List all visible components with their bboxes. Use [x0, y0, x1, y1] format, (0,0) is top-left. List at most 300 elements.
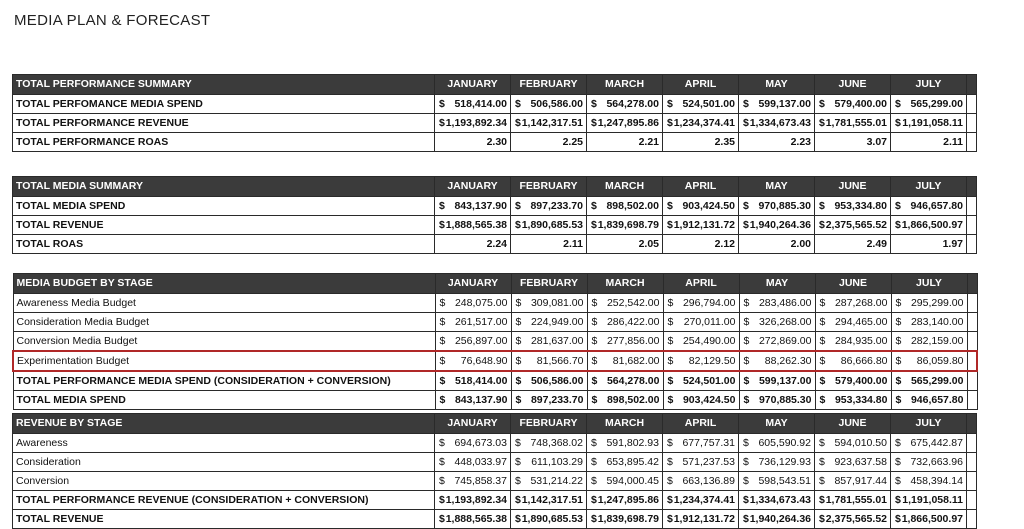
table-row	[13, 133, 977, 152]
cell-value[interactable]	[891, 114, 967, 133]
cell-value[interactable]: 2.49	[815, 235, 891, 254]
month-header-may[interactable]: MAY	[739, 414, 815, 434]
amount: 2,375,565.52	[825, 513, 887, 525]
header-row	[13, 414, 977, 434]
currency-symbol: $	[819, 335, 826, 347]
cell-value[interactable]	[739, 351, 815, 371]
currency-symbol: $	[439, 98, 445, 110]
amount: 277,856.00	[606, 335, 660, 347]
cell-value[interactable]	[587, 371, 663, 391]
currency-symbol: $	[743, 456, 749, 468]
amount: 1,890,685.53	[521, 513, 583, 525]
amount: 611,103.29	[531, 456, 583, 468]
cell-value[interactable]	[739, 453, 815, 472]
month-header-april[interactable]: APRIL	[663, 274, 739, 294]
cell-value[interactable]	[815, 510, 891, 529]
amount: 283,140.00	[910, 316, 964, 328]
amount: 248,075.00	[454, 297, 508, 309]
cell-value[interactable]: 2.00	[739, 235, 815, 254]
cut-off-cell[interactable]	[967, 235, 977, 254]
cell-value[interactable]	[663, 453, 739, 472]
cut-off-cell[interactable]	[967, 491, 977, 510]
cell-value[interactable]	[663, 95, 739, 114]
cell-value[interactable]	[891, 351, 967, 371]
cell-value[interactable]	[891, 453, 967, 472]
currency-symbol: $	[895, 335, 902, 347]
cut-off-cell[interactable]	[967, 133, 977, 152]
currency-symbol: $	[591, 117, 597, 129]
cell-value[interactable]	[511, 332, 587, 352]
cell-value[interactable]	[435, 95, 511, 114]
cell-value[interactable]: 2.25	[511, 133, 587, 152]
cell-value[interactable]: 2.05	[587, 235, 663, 254]
month-header-june[interactable]: JUNE	[815, 274, 891, 294]
cell-value[interactable]	[739, 391, 815, 410]
cell-value[interactable]: 2.35	[663, 133, 739, 152]
amount: 953,334.80	[834, 200, 887, 212]
cell-value[interactable]	[891, 434, 967, 453]
cell-value[interactable]	[739, 216, 815, 235]
cell-value[interactable]	[663, 332, 739, 352]
cell-value[interactable]	[663, 371, 739, 391]
month-header-january[interactable]: JANUARY	[435, 414, 511, 434]
month-header-march[interactable]: MARCH	[587, 75, 663, 95]
cut-off-cell[interactable]	[967, 472, 977, 491]
cell-value[interactable]	[739, 434, 815, 453]
amount: 518,414.00	[454, 98, 507, 110]
cell-value[interactable]	[587, 491, 663, 510]
amount: 1,142,317.51	[521, 117, 583, 129]
amount: 284,935.00	[834, 335, 888, 347]
month-header-january[interactable]: JANUARY	[435, 75, 511, 95]
month-header-march[interactable]: MARCH	[587, 274, 663, 294]
cell-value[interactable]	[739, 472, 815, 491]
amount: 1,193,892.34	[445, 494, 507, 506]
row-label[interactable]: TOTAL PERFOMANCE MEDIA SPEND	[13, 95, 435, 114]
cell-value[interactable]	[815, 114, 891, 133]
amount: 843,137.90	[454, 394, 508, 406]
cell-value[interactable]	[891, 313, 967, 332]
cell-value[interactable]	[891, 216, 967, 235]
cell-value[interactable]	[815, 434, 891, 453]
currency-symbol: $	[667, 475, 673, 487]
cell-value[interactable]	[511, 351, 587, 371]
row-label[interactable]: Awareness Media Budget	[13, 294, 435, 313]
currency-symbol: $	[515, 394, 522, 406]
cell-value[interactable]: 1.97	[891, 235, 967, 254]
cell-value[interactable]	[435, 216, 511, 235]
row-label[interactable]: TOTAL PERFORMANCE ROAS	[13, 133, 435, 152]
month-header-february[interactable]: FEBRUARY	[511, 414, 587, 434]
row-label[interactable]: Awareness	[13, 434, 435, 453]
cell-value[interactable]	[815, 216, 891, 235]
amount: 296,794.00	[682, 297, 736, 309]
amount: 605,590.92	[758, 437, 811, 449]
cell-value[interactable]	[739, 95, 815, 114]
currency-symbol: $	[895, 475, 901, 487]
cell-value[interactable]	[511, 313, 587, 332]
cell-value[interactable]	[435, 391, 511, 410]
cell-value[interactable]	[511, 434, 587, 453]
cell-value[interactable]	[663, 313, 739, 332]
cut-off-cell[interactable]	[967, 510, 977, 529]
cell-value[interactable]	[891, 332, 967, 352]
cell-value[interactable]	[587, 294, 663, 313]
table-row	[13, 332, 977, 352]
cell-value[interactable]	[663, 434, 739, 453]
amount: 282,159.00	[910, 335, 964, 347]
cell-value[interactable]	[587, 434, 663, 453]
currency-symbol: $	[743, 200, 749, 212]
cell-value[interactable]	[891, 294, 967, 313]
cell-value[interactable]	[435, 294, 511, 313]
cell-value[interactable]	[435, 197, 511, 216]
amount: 898,502.00	[606, 200, 659, 212]
amount: 88,262.30	[764, 355, 812, 367]
cell-value[interactable]	[739, 197, 815, 216]
amount: 599,137.00	[758, 98, 811, 110]
cut-off-column-header[interactable]	[967, 274, 977, 294]
currency-symbol: $	[667, 437, 673, 449]
month-header-july[interactable]: JULY	[891, 177, 967, 197]
cell-value[interactable]: 2.30	[435, 133, 511, 152]
month-header-january[interactable]: JANUARY	[435, 274, 511, 294]
amount: 565,299.00	[910, 375, 964, 387]
currency-symbol: $	[895, 200, 901, 212]
currency-symbol: $	[743, 513, 749, 525]
currency-symbol: $	[667, 355, 674, 367]
month-header-january[interactable]: JANUARY	[435, 177, 511, 197]
currency-symbol: $	[515, 117, 521, 129]
header-row	[13, 75, 977, 95]
amount: 1,234,374.41	[673, 494, 735, 506]
amount: 295,299.00	[910, 297, 964, 309]
cell-value[interactable]	[435, 371, 511, 391]
amount: 81,682.00	[612, 355, 660, 367]
amount: 252,542.00	[606, 297, 660, 309]
amount: 309,081.00	[530, 297, 584, 309]
cell-value[interactable]	[435, 491, 511, 510]
cut-off-cell[interactable]	[967, 332, 977, 352]
cell-value[interactable]	[663, 294, 739, 313]
cut-off-column-header[interactable]	[967, 75, 977, 95]
cell-value[interactable]	[587, 510, 663, 529]
cell-value[interactable]	[891, 491, 967, 510]
currency-symbol: $	[667, 117, 673, 129]
month-header-april[interactable]: APRIL	[663, 414, 739, 434]
amount: 261,517.00	[454, 316, 508, 328]
table-row	[13, 453, 977, 472]
row-label[interactable]: Conversion Media Budget	[13, 332, 435, 352]
cell-value[interactable]	[511, 391, 587, 410]
cell-value[interactable]	[435, 313, 511, 332]
currency-symbol: $	[591, 437, 597, 449]
cell-value[interactable]	[511, 472, 587, 491]
cell-value[interactable]	[891, 95, 967, 114]
cell-value[interactable]	[815, 491, 891, 510]
cut-off-cell[interactable]	[967, 453, 977, 472]
section-title[interactable]: MEDIA BUDGET BY STAGE	[13, 274, 435, 294]
amount: 326,268.00	[758, 316, 812, 328]
cell-value[interactable]	[815, 95, 891, 114]
total-media-summary-table	[12, 176, 977, 254]
cell-value[interactable]	[663, 391, 739, 410]
cell-value[interactable]: 2.12	[663, 235, 739, 254]
currency-symbol: $	[819, 456, 825, 468]
row-label[interactable]: TOTAL PERFORMANCE REVENUE	[13, 114, 435, 133]
cell-value[interactable]	[587, 216, 663, 235]
cell-value[interactable]: 2.21	[587, 133, 663, 152]
amount: 1,940,264.36	[749, 513, 811, 525]
cell-value[interactable]	[815, 371, 891, 391]
row-label[interactable]: TOTAL MEDIA SPEND	[13, 197, 435, 216]
amount: 272,869.00	[758, 335, 812, 347]
currency-symbol: $	[743, 437, 749, 449]
cell-value[interactable]	[815, 313, 891, 332]
amount: 81,566.70	[536, 355, 584, 367]
month-header-february[interactable]: FEBRUARY	[511, 75, 587, 95]
currency-symbol: $	[591, 297, 598, 309]
amount: 506,586.00	[530, 98, 583, 110]
cell-value[interactable]	[511, 510, 587, 529]
row-label[interactable]: TOTAL PERFORMANCE MEDIA SPEND (CONSIDERATION + CONVERSION)	[13, 371, 435, 391]
cut-off-cell[interactable]	[967, 216, 977, 235]
amount: 1,912,131.72	[673, 219, 735, 231]
cell-value[interactable]	[663, 216, 739, 235]
currency-symbol: $	[819, 117, 825, 129]
month-header-march[interactable]: MARCH	[587, 414, 663, 434]
amount: 598,543.51	[758, 475, 811, 487]
amount: 256,897.00	[454, 335, 508, 347]
cell-value[interactable]	[739, 294, 815, 313]
currency-symbol: $	[743, 394, 750, 406]
cell-value[interactable]	[435, 510, 511, 529]
row-label[interactable]: TOTAL REVENUE	[13, 510, 435, 529]
month-header-july[interactable]: JULY	[891, 274, 967, 294]
cell-value[interactable]: 2.24	[435, 235, 511, 254]
currency-symbol: $	[667, 513, 673, 525]
cell-value[interactable]	[587, 391, 663, 410]
cell-value[interactable]	[663, 114, 739, 133]
month-header-february[interactable]: FEBRUARY	[511, 274, 587, 294]
cell-value[interactable]	[587, 332, 663, 352]
cut-off-cell[interactable]	[967, 197, 977, 216]
cut-off-cell[interactable]	[967, 313, 977, 332]
month-header-june[interactable]: JUNE	[815, 414, 891, 434]
cell-value[interactable]	[663, 472, 739, 491]
cut-off-cell[interactable]	[967, 391, 977, 410]
month-header-april[interactable]: APRIL	[663, 75, 739, 95]
currency-symbol: $	[515, 375, 522, 387]
cell-value[interactable]	[511, 491, 587, 510]
cell-value[interactable]	[511, 216, 587, 235]
cut-off-column-header[interactable]	[967, 414, 977, 434]
currency-symbol: $	[819, 355, 826, 367]
month-header-april[interactable]: APRIL	[663, 177, 739, 197]
cell-value[interactable]	[511, 197, 587, 216]
cut-off-cell[interactable]	[967, 434, 977, 453]
cell-value[interactable]	[663, 197, 739, 216]
cell-value[interactable]	[511, 371, 587, 391]
amount: 1,191,058.11	[902, 494, 963, 506]
amount: 579,400.00	[834, 375, 888, 387]
cell-value[interactable]	[587, 197, 663, 216]
row-label[interactable]: Conversion	[13, 472, 435, 491]
cell-value[interactable]	[739, 114, 815, 133]
cell-value[interactable]	[435, 434, 511, 453]
currency-symbol: $	[819, 494, 825, 506]
amount: 1,191,058.11	[902, 117, 963, 129]
amount: 270,011.00	[683, 316, 736, 328]
cell-value[interactable]	[739, 491, 815, 510]
currency-symbol: $	[439, 297, 446, 309]
row-label[interactable]: TOTAL REVENUE	[13, 216, 435, 235]
cell-value[interactable]	[435, 472, 511, 491]
month-header-june[interactable]: JUNE	[815, 177, 891, 197]
currency-symbol: $	[515, 316, 522, 328]
cell-value[interactable]	[511, 453, 587, 472]
cell-value[interactable]	[587, 95, 663, 114]
amount: 524,501.00	[682, 98, 735, 110]
amount: 748,368.02	[530, 437, 583, 449]
cell-value[interactable]	[815, 332, 891, 352]
cell-value[interactable]	[815, 351, 891, 371]
month-header-may[interactable]: MAY	[739, 177, 815, 197]
currency-symbol: $	[895, 513, 901, 525]
cut-off-cell[interactable]	[967, 351, 977, 371]
currency-symbol: $	[819, 297, 826, 309]
cell-value[interactable]	[587, 114, 663, 133]
amount: 675,442.87	[910, 437, 963, 449]
month-header-may[interactable]: MAY	[739, 274, 815, 294]
cell-value[interactable]	[815, 197, 891, 216]
cell-value[interactable]	[435, 114, 511, 133]
month-header-march[interactable]: MARCH	[587, 177, 663, 197]
month-header-may[interactable]: MAY	[739, 75, 815, 95]
row-label[interactable]: TOTAL PERFORMANCE REVENUE (CONSIDERATION + CONVERSION)	[13, 491, 435, 510]
month-header-february[interactable]: FEBRUARY	[511, 177, 587, 197]
amount: 518,414.00	[454, 375, 508, 387]
amount: 591,802.93	[606, 437, 659, 449]
cell-value[interactable]	[739, 510, 815, 529]
section-title[interactable]: TOTAL PERFORMANCE SUMMARY	[13, 75, 435, 95]
cell-value[interactable]	[663, 510, 739, 529]
currency-symbol: $	[743, 316, 750, 328]
amount: 653,895.42	[606, 456, 659, 468]
row-label[interactable]: Consideration	[13, 453, 435, 472]
section-title[interactable]: TOTAL MEDIA SUMMARY	[13, 177, 435, 197]
table-row	[13, 294, 977, 313]
cell-value[interactable]	[663, 351, 739, 371]
amount: 281,637.00	[530, 335, 584, 347]
cut-off-cell[interactable]	[967, 95, 977, 114]
cell-value[interactable]	[815, 472, 891, 491]
cell-value[interactable]: 3.07	[815, 133, 891, 152]
cell-value[interactable]: 2.23	[739, 133, 815, 152]
amount: 1,866,500.97	[901, 513, 963, 525]
cell-value[interactable]	[435, 332, 511, 352]
amount: 594,000.45	[606, 475, 659, 487]
cell-value[interactable]	[891, 472, 967, 491]
currency-symbol: $	[743, 355, 750, 367]
cell-value[interactable]	[815, 294, 891, 313]
cell-value[interactable]	[815, 391, 891, 410]
currency-symbol: $	[439, 437, 445, 449]
cell-value[interactable]	[891, 371, 967, 391]
month-header-july[interactable]: JULY	[891, 414, 967, 434]
cell-value[interactable]	[435, 453, 511, 472]
cell-value[interactable]	[511, 114, 587, 133]
cut-off-column-header[interactable]	[967, 177, 977, 197]
row-label[interactable]: TOTAL MEDIA SPEND	[13, 391, 435, 410]
cell-value[interactable]	[511, 294, 587, 313]
table-row	[13, 391, 977, 410]
amount: 1,234,374.41	[673, 117, 735, 129]
currency-symbol: $	[515, 297, 522, 309]
currency-symbol: $	[439, 394, 446, 406]
amount: 970,885.30	[758, 200, 811, 212]
cell-value[interactable]	[891, 197, 967, 216]
currency-symbol: $	[667, 494, 673, 506]
currency-symbol: $	[667, 219, 673, 231]
cell-value[interactable]	[511, 95, 587, 114]
row-label[interactable]: TOTAL ROAS	[13, 235, 435, 254]
media-budget-by-stage-table	[12, 273, 978, 410]
cut-off-cell[interactable]	[967, 371, 977, 391]
currency-symbol: $	[895, 117, 901, 129]
cell-value[interactable]	[663, 491, 739, 510]
cut-off-cell[interactable]	[967, 294, 977, 313]
amount: 254,490.00	[682, 335, 736, 347]
cell-value[interactable]	[815, 453, 891, 472]
cell-value[interactable]	[587, 453, 663, 472]
cell-value[interactable]: 2.11	[891, 133, 967, 152]
amount: 1,781,555.01	[825, 494, 887, 506]
month-header-june[interactable]: JUNE	[815, 75, 891, 95]
currency-symbol: $	[667, 456, 673, 468]
amount: 86,059.80	[916, 355, 964, 367]
cell-value[interactable]	[891, 391, 967, 410]
currency-symbol: $	[439, 375, 446, 387]
cell-value[interactable]	[739, 332, 815, 352]
table-row	[13, 510, 977, 529]
cell-value[interactable]	[587, 351, 663, 371]
currency-symbol: $	[895, 219, 901, 231]
amount: 448,033.97	[454, 456, 507, 468]
amount: 843,137.90	[454, 200, 507, 212]
row-label[interactable]: Experimentation Budget	[13, 351, 435, 371]
cell-value[interactable]	[587, 313, 663, 332]
cell-value[interactable]	[435, 351, 511, 371]
cell-value[interactable]	[739, 371, 815, 391]
cell-value[interactable]	[587, 472, 663, 491]
currency-symbol: $	[591, 335, 598, 347]
amount: 1,940,264.36	[749, 219, 811, 231]
currency-symbol: $	[439, 475, 445, 487]
cell-value[interactable]: 2.11	[511, 235, 587, 254]
cell-value[interactable]	[891, 510, 967, 529]
header-row	[13, 274, 977, 294]
amount: 736,129.93	[758, 456, 811, 468]
currency-symbol: $	[743, 375, 750, 387]
month-header-july[interactable]: JULY	[891, 75, 967, 95]
currency-symbol: $	[591, 200, 597, 212]
cell-value[interactable]	[739, 313, 815, 332]
cut-off-cell[interactable]	[967, 114, 977, 133]
row-label[interactable]: Consideration Media Budget	[13, 313, 435, 332]
section-title[interactable]: REVENUE BY STAGE	[13, 414, 435, 434]
amount: 224,949.00	[530, 316, 584, 328]
